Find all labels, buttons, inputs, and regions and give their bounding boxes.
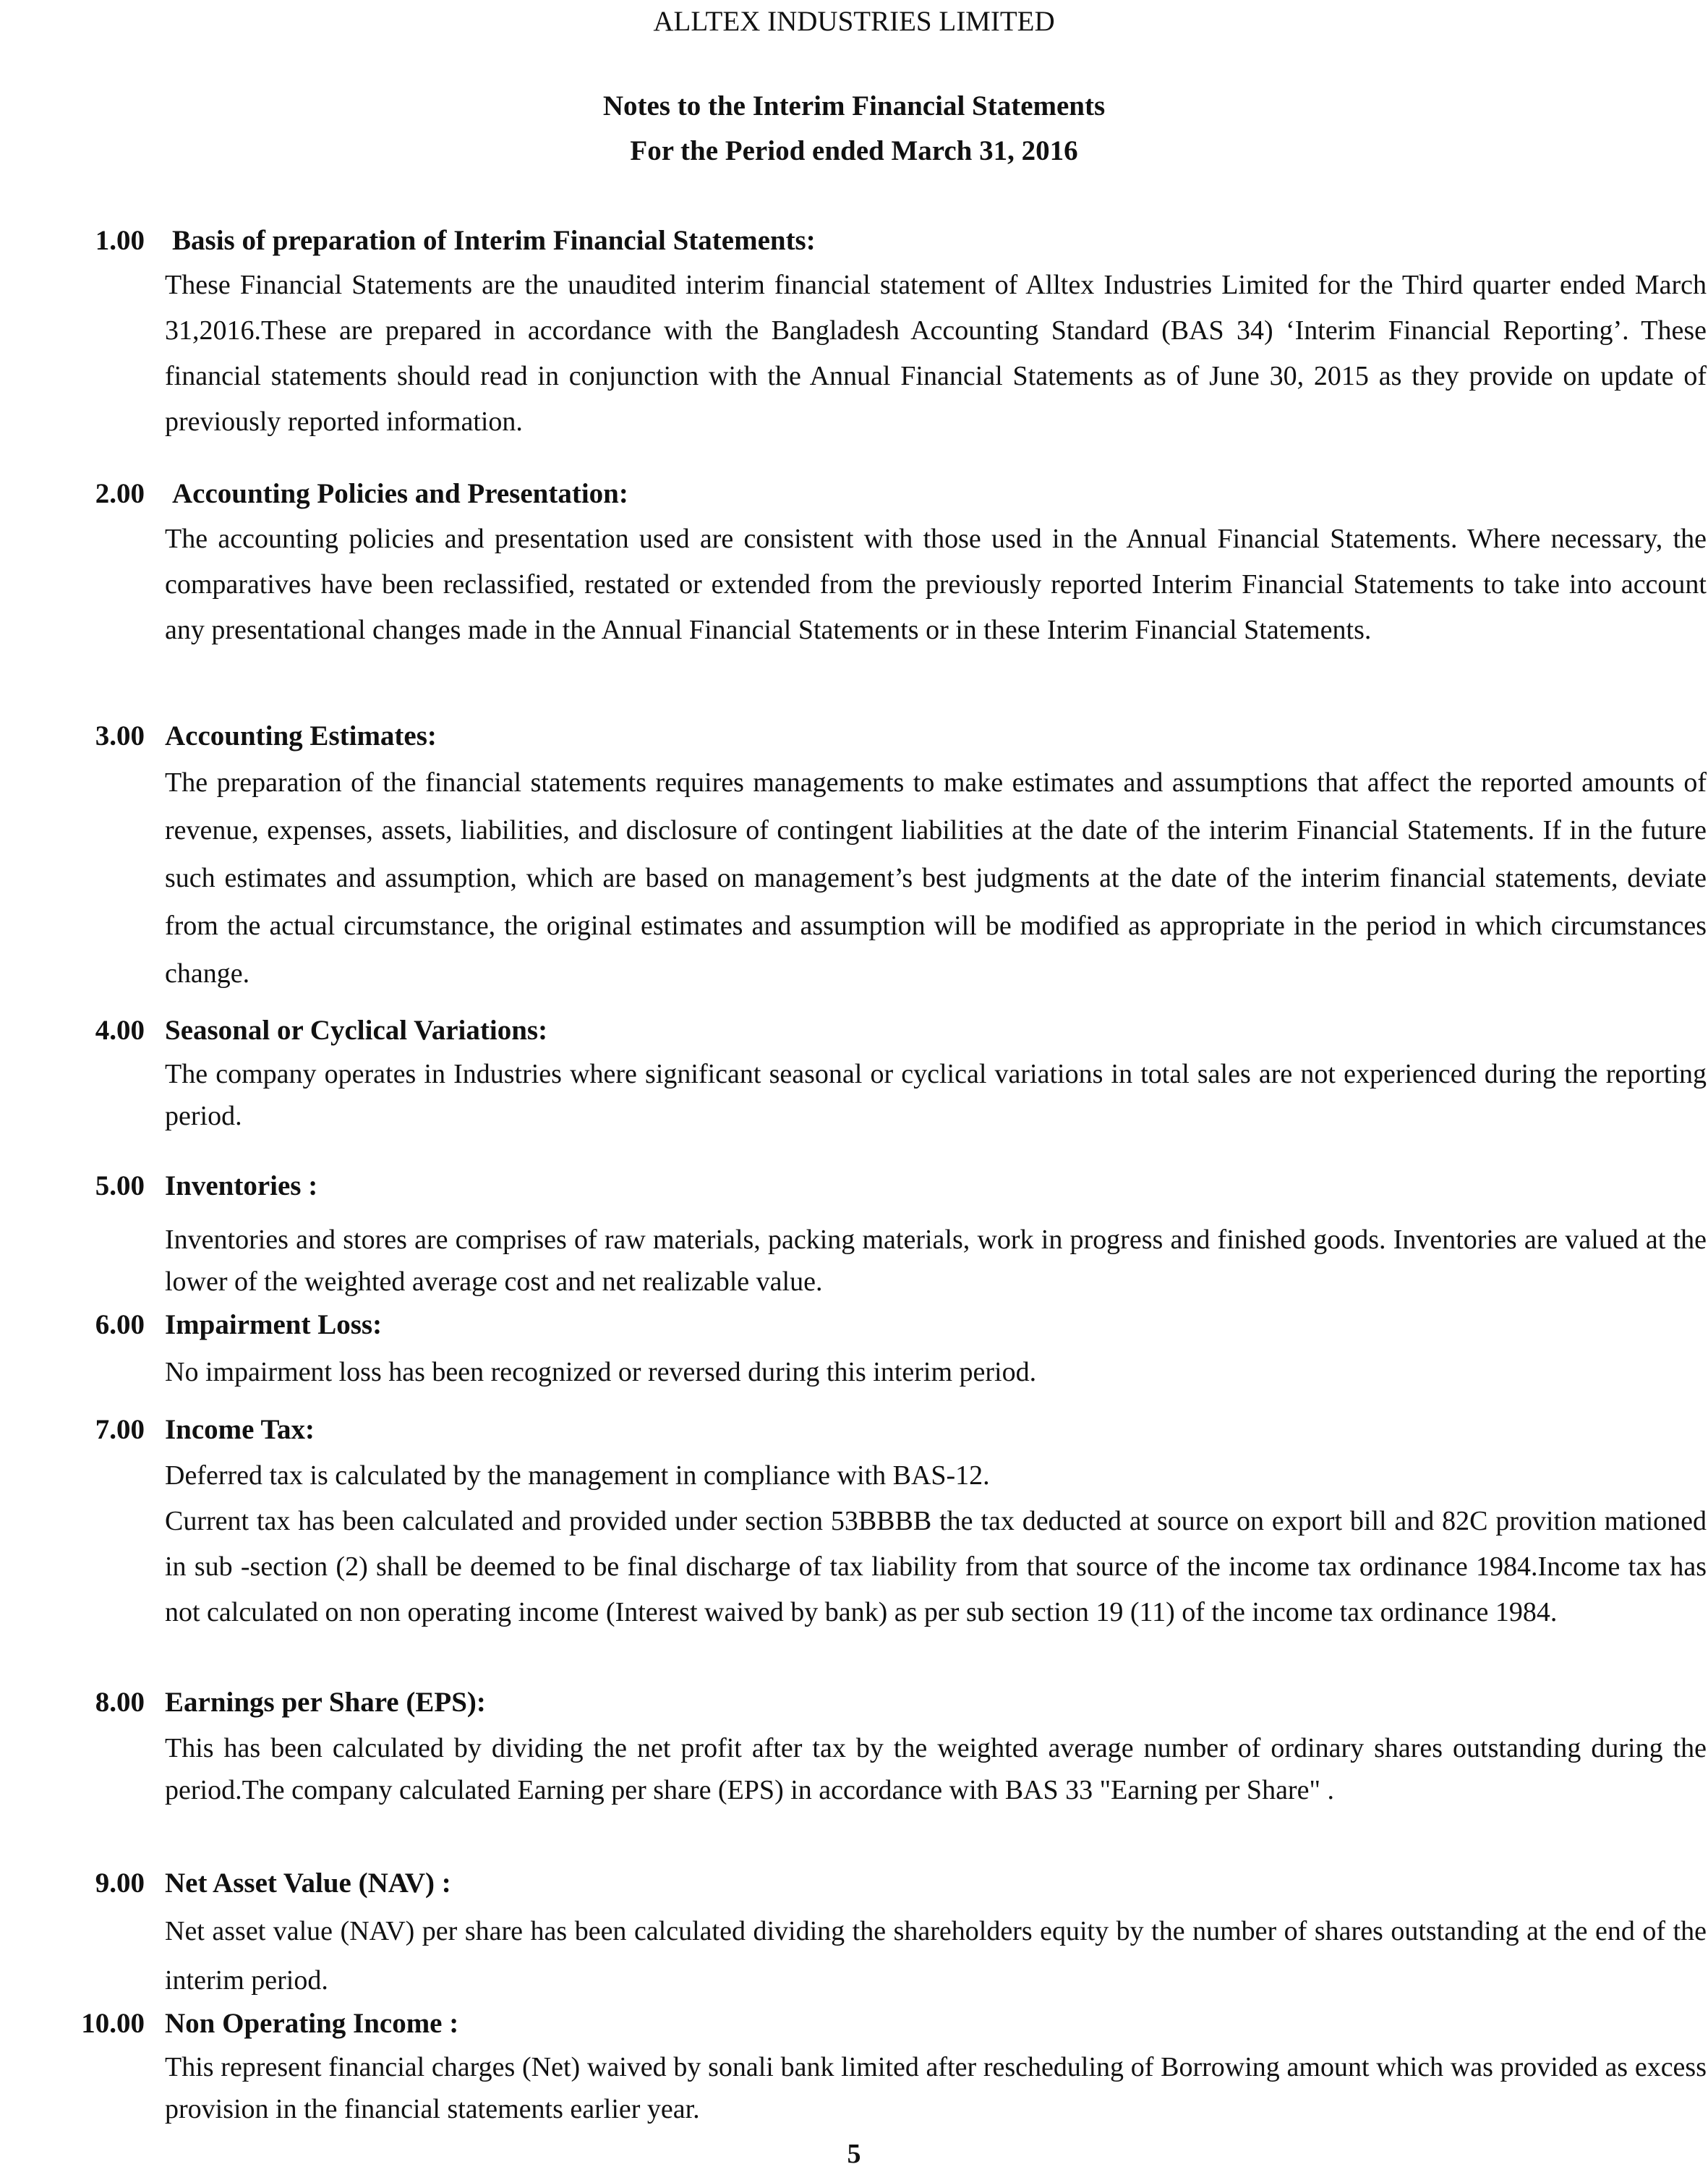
note-body — [165, 1727, 1707, 1811]
note-number: 8.00 — [95, 1687, 145, 1718]
note-paragraph: This has been calculated by dividing the net profit after tax by the weighted average number of ordinary shares outstanding during the period.The company calculated Earning per share (EPS) in accordance with BAS 33 "Earning per Share" . — [165, 1733, 1707, 1805]
note-heading: Earnings per Share (EPS): — [165, 1687, 486, 1718]
note-paragraph: Net asset value (NAV) per share has been calculated dividing the shareholders equity by the number of shares outstanding at the end of the interim period. — [165, 1916, 1707, 1996]
note-heading: Non Operating Income : — [165, 2008, 459, 2039]
note-paragraph: The preparation of the financial statements requires managements to make estimates and assumptions that affect the reported amounts of revenue, expenses, assets, liabilities, and disclosure of contingent liabilities at the date of the interim Financial Statements. If in the future such estimates and assumption, which are based on management’s best judgments at the date of the interim financial statements, deviate from the actual circumstance, the original estimates and assumption will be modified as appropriate in the period in which circumstances change. — [165, 767, 1707, 989]
note-body — [165, 1453, 1707, 1635]
note-paragraph: The accounting policies and presentation used are consistent with those used in the Annual Financial Statements. Where necessary, the comparatives have been reclassified, restated or extended from the previously reported Interim Financial Statements to take into account any presentational changes made in the Annual Financial Statements or in these Interim Financial Statements. — [165, 524, 1707, 645]
note-number: 5.00 — [95, 1170, 145, 1201]
note-heading: Inventories : — [165, 1170, 318, 1201]
note-body — [165, 263, 1707, 445]
note-heading: Impairment Loss: — [165, 1309, 383, 1340]
note-heading: Accounting Policies and Presentation: — [172, 478, 628, 509]
note-paragraph: No impairment loss has been recognized or reversed during this interim period. — [165, 1357, 1037, 1387]
note-paragraph: Deferred tax is calculated by the management in compliance with BAS-12. — [165, 1460, 990, 1491]
note-heading: Seasonal or Cyclical Variations: — [165, 1015, 548, 1046]
note-body — [165, 1219, 1707, 1303]
document-period: For the Period ended March 31, 2016 — [630, 135, 1078, 166]
note-number: 1.00 — [95, 225, 145, 256]
note-paragraph: Inventories and stores are comprises of raw materials, packing materials, work in progress and finished goods. Inventories are valued at the lower of the weighted average cost and net realizable value. — [165, 1225, 1707, 1297]
note-number: 3.00 — [95, 720, 145, 751]
note-number: 6.00 — [95, 1309, 145, 1340]
note-heading: Income Tax: — [165, 1414, 315, 1445]
document-title: Notes to the Interim Financial Statements — [602, 90, 1106, 122]
note-paragraph: Current tax has been calculated and provided under section 53BBBB the tax deducted at source on export bill and 82C provition mationed in sub -section (2) shall be deemed to be final discharge of tax liability from that source of the income tax ordinance 1984.Income tax has not calculated on non operating income (Interest waived by bank) as per sub section 19 (11) of the income tax ordinance 1984. — [165, 1506, 1707, 1627]
page-number: 5 — [847, 2139, 861, 2169]
note-body — [165, 1907, 1707, 2005]
note-number: 9.00 — [95, 1868, 145, 1899]
note-paragraph: This represent financial charges (Net) waived by sonali bank limited after rescheduling of Borrowing amount which was provided as excess provision in the financial statements earlier year. — [165, 2052, 1707, 2124]
company-name: ALLTEX INDUSTRIES LIMITED — [653, 6, 1055, 37]
note-body — [165, 1053, 1707, 1137]
note-body — [165, 2046, 1707, 2130]
note-heading: Net Asset Value (NAV) : — [165, 1868, 451, 1899]
note-number: 2.00 — [95, 478, 145, 509]
note-body — [165, 1350, 1707, 1395]
note-paragraph: These Financial Statements are the unaudited interim financial statement of Alltex Industries Limited for the Third quarter ended March 31,2016.These are prepared in accordance with the Bangladesh Accounting Standard (BAS 34) ‘Interim Financial Reporting’. These financial statements should read in conjunction with the Annual Financial Statements as of June 30, 2015 as they provide on update of previously reported information. — [165, 270, 1707, 437]
note-number: 4.00 — [95, 1015, 145, 1046]
note-number: 10.00 — [81, 2008, 145, 2039]
note-heading: Basis of preparation of Interim Financial Statements: — [172, 225, 816, 256]
note-body — [165, 759, 1707, 997]
note-heading: Accounting Estimates: — [165, 720, 437, 751]
note-number: 7.00 — [95, 1414, 145, 1445]
note-paragraph: The company operates in Industries where significant seasonal or cyclical variations in total sales are not experienced during the reporting period. — [165, 1059, 1707, 1131]
note-body — [165, 516, 1707, 653]
